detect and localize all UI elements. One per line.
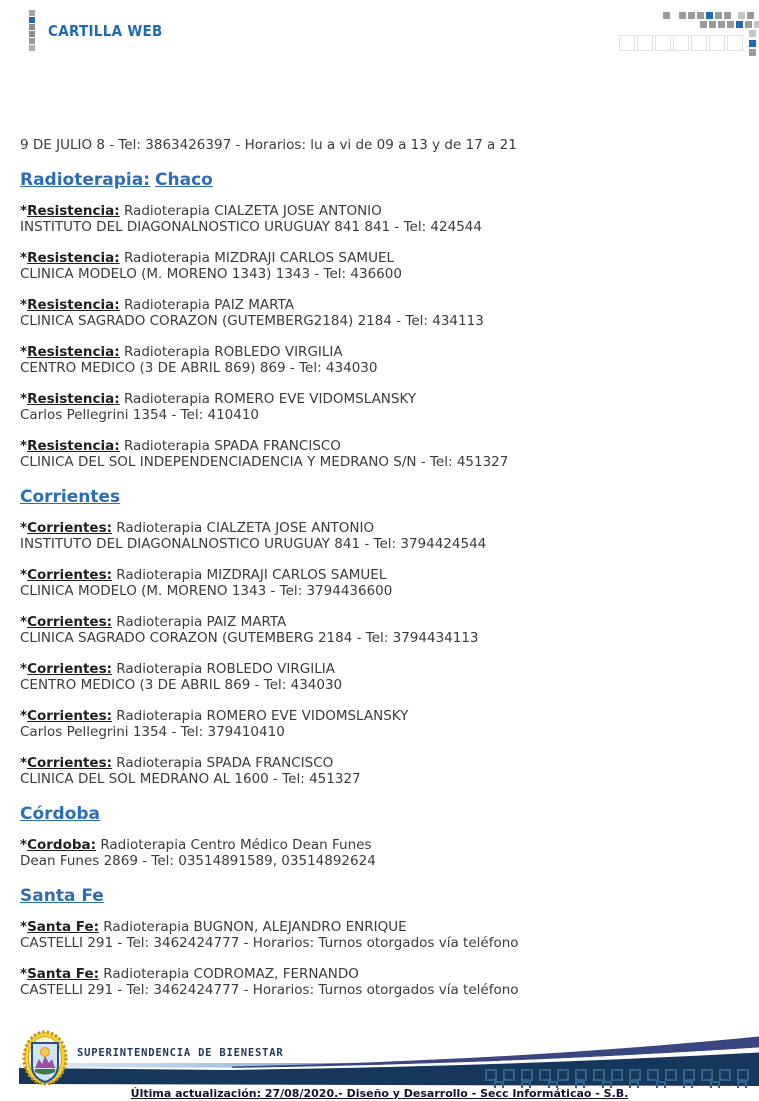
section-heading — [20, 487, 741, 507]
section-entries — [20, 520, 741, 788]
entry-provider-name: Radioterapia PAIZ MARTA — [116, 613, 287, 630]
section-heading-link[interactable]: Santa Fe — [20, 885, 104, 906]
superintendencia-crest-icon — [22, 1030, 68, 1086]
entry-city-label: Resistencia: — [27, 249, 120, 266]
entry-address-line: CENTRO MEDICO (3 DE ABRIL 869) 869 - Tel: 434030 — [20, 360, 378, 376]
logo-square — [29, 10, 35, 16]
entry-star: * — [20, 613, 28, 630]
entry-provider-name: Radioterapia ROMERO EVE VIDOMSLANSKY — [123, 390, 417, 407]
entry-city-label: Resistencia: — [27, 202, 120, 219]
provider-entry — [20, 203, 741, 236]
section-heading-link[interactable]: Córdoba — [20, 803, 101, 824]
entry-address-line: Carlos Pellegrini 1354 - Tel: 379410410 — [20, 724, 285, 740]
entry-star: * — [20, 754, 28, 771]
entry-address-line: CASTELLI 291 - Tel: 3462424777 - Horarios: Turnos otorgados vía teléfono — [20, 935, 519, 951]
provider-entry — [20, 438, 741, 471]
entry-address-line: CLINICA DEL SOL INDEPENDENCIADENCIA Y MEDRANO S/N - Tel: 451327 — [20, 454, 509, 470]
entry-provider-name: Radioterapia MIZDRAJI CARLOS SAMUEL — [116, 566, 387, 583]
provider-entry — [20, 708, 741, 741]
entry-star: * — [20, 390, 28, 407]
entry-star: * — [20, 918, 28, 935]
entry-provider-name: Radioterapia ROBLEDO VIRGILIA — [123, 343, 343, 360]
provider-entry — [20, 837, 741, 870]
entry-star: * — [20, 707, 28, 724]
entry-address-line: INSTITUTO DEL DIAGONALNOSTICO URUGUAY 841 - Tel: 3794424544 — [20, 536, 487, 552]
entry-address-line: CENTRO MEDICO (3 DE ABRIL 869 - Tel: 434030 — [20, 677, 343, 693]
entry-star: * — [20, 202, 28, 219]
organization-name: SUPERINTENDENCIA DE BIENESTAR — [77, 1047, 284, 1059]
sections-container — [20, 170, 741, 999]
entry-address-line: INSTITUTO DEL DIAGONALNOSTICO URUGUAY 841 841 - Tel: 424544 — [20, 219, 482, 235]
provider-entry — [20, 614, 741, 647]
entry-city-label: Corrientes: — [27, 566, 112, 583]
header — [0, 0, 759, 62]
provider-entry — [20, 250, 741, 283]
provider-entry — [20, 297, 741, 330]
intro-line: 9 DE JULIO 8 - Tel: 3863426397 - Horarios: lu a vi de 09 a 13 y de 17 a 21 — [20, 137, 517, 153]
provider-entry — [20, 661, 741, 694]
logo-square-blue — [29, 17, 35, 23]
entry-provider-name: Radioterapia Centro Médico Dean Funes — [100, 836, 372, 853]
entry-address-line: Carlos Pellegrini 1354 - Tel: 410410 — [20, 407, 260, 423]
entry-star: * — [20, 965, 28, 982]
entry-address-line: CLINICA SAGRADO CORAZON (GUTEMBERG2184) 2184 - Tel: 434113 — [20, 313, 484, 329]
entry-provider-name: Radioterapia SPADA FRANCISCO — [123, 437, 341, 454]
provider-entry — [20, 919, 741, 952]
entry-city-label: Corrientes: — [27, 519, 112, 536]
section-heading-link[interactable]: Corrientes — [20, 486, 121, 507]
entry-star: * — [20, 660, 28, 677]
section-heading — [20, 170, 741, 190]
entry-provider-name: Radioterapia CODROMAZ, FERNANDO — [103, 965, 359, 982]
entry-provider-name: Radioterapia SPADA FRANCISCO — [116, 754, 334, 771]
entry-address-line: CLINICA SAGRADO CORAZON (GUTEMBERG 2184 - Tel: 3794434113 — [20, 630, 479, 646]
content — [20, 137, 741, 1013]
entry-city-label: Corrientes: — [27, 660, 112, 677]
entry-provider-name: Radioterapia CIALZETA JOSE ANTONIO — [123, 202, 382, 219]
logo-square — [29, 31, 35, 37]
entry-star: * — [20, 296, 28, 313]
footer-swoosh-decoration — [0, 1030, 759, 1088]
entry-city-label: Cordoba: — [27, 836, 97, 853]
mosaic-decoration-icon — [611, 8, 759, 66]
provider-entry — [20, 567, 741, 600]
section-entries — [20, 919, 741, 999]
entry-city-label: Santa Fe: — [27, 965, 99, 982]
entry-city-label: Corrientes: — [27, 754, 112, 771]
entry-star: * — [20, 566, 28, 583]
logo-squares-icon — [29, 10, 35, 52]
provider-entry — [20, 344, 741, 377]
entry-provider-name: Radioterapia PAIZ MARTA — [123, 296, 294, 313]
section-entries — [20, 837, 741, 870]
entry-city-label: Corrientes: — [27, 707, 112, 724]
provider-entry — [20, 966, 741, 999]
entry-star: * — [20, 519, 28, 536]
section-heading-link[interactable]: Chaco — [155, 169, 213, 190]
entry-star: * — [20, 343, 28, 360]
section-heading — [20, 804, 741, 824]
entry-city-label: Santa Fe: — [27, 918, 99, 935]
section-heading — [20, 886, 741, 906]
provider-entry — [20, 755, 741, 788]
logo-square — [29, 45, 35, 51]
app-title: CARTILLA WEB — [48, 22, 163, 40]
entry-address-line: CASTELLI 291 - Tel: 3462424777 - Horarios: Turnos otorgados vía teléfono — [20, 982, 519, 998]
entry-provider-name: Radioterapia MIZDRAJI CARLOS SAMUEL — [123, 249, 395, 266]
entry-address-line: Dean Funes 2869 - Tel: 03514891589, 03514892624 — [20, 853, 376, 869]
province-section — [20, 170, 741, 471]
province-section — [20, 487, 741, 788]
entry-provider-name: Radioterapia BUGNON, ALEJANDRO ENRIQUE — [103, 918, 407, 935]
logo-square — [29, 24, 35, 30]
entry-city-label: Resistencia: — [27, 437, 120, 454]
entry-address-line: CLINICA DEL SOL MEDRANO AL 1600 - Tel: 451327 — [20, 771, 361, 787]
provider-entry — [20, 391, 741, 424]
entry-star: * — [20, 836, 28, 853]
update-line: Última actualización: 27/08/2020.- Diseño y Desarrollo - Secc Informáticao - S.B. — [130, 1087, 629, 1100]
logo-square — [29, 38, 35, 44]
province-section — [20, 804, 741, 870]
entry-star: * — [20, 437, 28, 454]
provider-entry — [20, 520, 741, 553]
entry-provider-name: Radioterapia ROBLEDO VIRGILIA — [116, 660, 335, 677]
entry-address-line: CLINICA MODELO (M. MORENO 1343 - Tel: 3794436600 — [20, 583, 393, 599]
entry-address-line: CLINICA MODELO (M. MORENO 1343) 1343 - Tel: 436600 — [20, 266, 402, 282]
entry-provider-name: Radioterapia ROMERO EVE VIDOMSLANSKY — [116, 707, 409, 724]
section-heading-link[interactable]: Radioterapia: — [20, 169, 151, 190]
footer — [0, 1030, 759, 1101]
section-entries — [20, 203, 741, 471]
entry-city-label: Resistencia: — [27, 296, 120, 313]
entry-star: * — [20, 249, 28, 266]
entry-city-label: Resistencia: — [27, 343, 120, 360]
entry-city-label: Corrientes: — [27, 613, 112, 630]
province-section — [20, 886, 741, 999]
entry-city-label: Resistencia: — [27, 390, 120, 407]
entry-provider-name: Radioterapia CIALZETA JOSE ANTONIO — [116, 519, 375, 536]
